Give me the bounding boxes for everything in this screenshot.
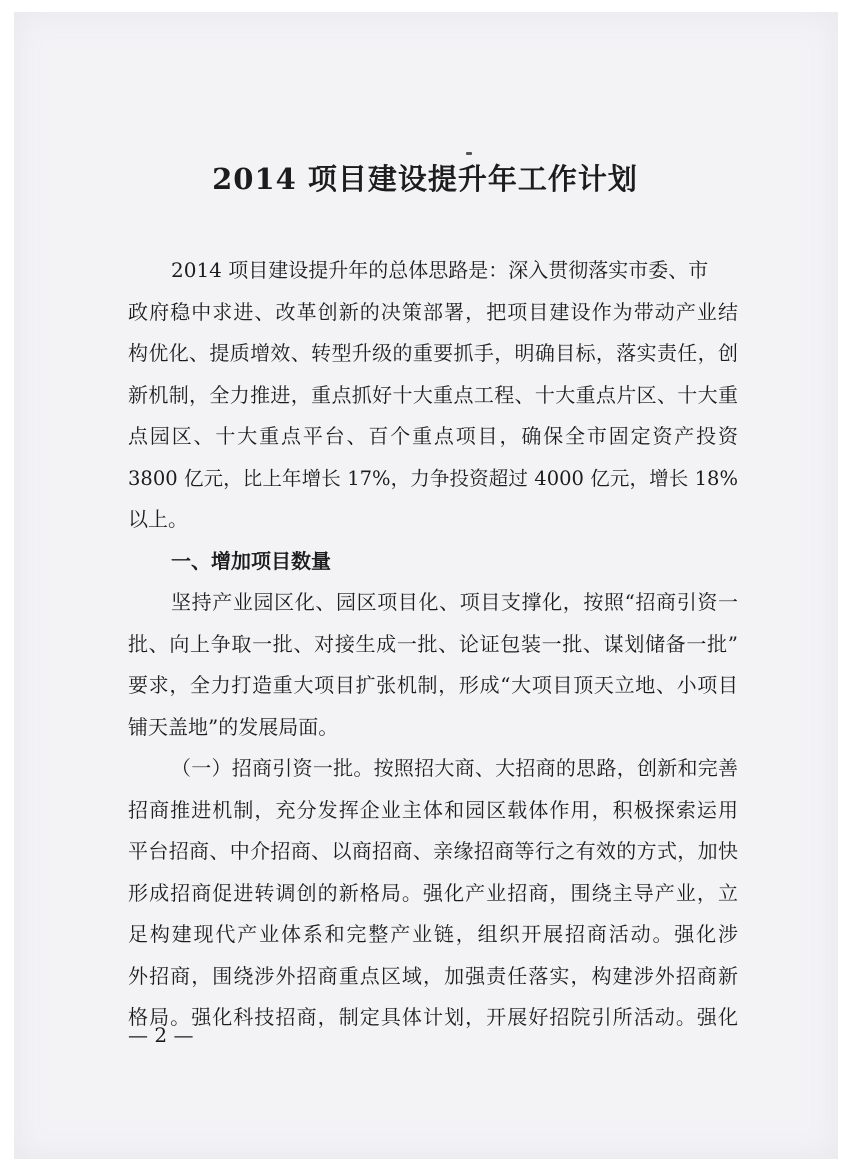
text-line: 点园区、十大重点平台、百个重点项目，确保全市固定资产投资 [128, 424, 738, 448]
document-title: 2014 项目建设提升年工作计划 [212, 162, 638, 196]
subsection-line: （一）招商引资一批。按照招大商、大招商的思路，创新和完善 [171, 756, 738, 780]
text-line: 格局。强化科技招商，制定具体计划，开展好招院引所活动。强化 [128, 1005, 738, 1029]
page-number: — 2 — [128, 1023, 194, 1047]
text-line: 以上。 [128, 507, 188, 531]
text-line: 平台招商、中介招商、以商招商、亲缘招商等行之有效的方式，加快 [128, 839, 738, 863]
text-line: 批、向上争取一批、对接生成一批、论证包装一批、谋划储备一批” [128, 631, 738, 656]
text-line: 形成招商促进转调创的新格局。强化产业招商，围绕主导产业，立 [128, 880, 738, 905]
text-line: 2014 项目建设提升年的总体思路是：深入贯彻落实市委、市 [171, 258, 709, 282]
text-line: 新机制，全力推进，重点抓好十大重点工程、十大重点片区、十大重 [128, 382, 738, 407]
text-line: 3800 亿元，比上年增长 17%，力争投资超过 4000 亿元，增长 18% [128, 466, 738, 490]
text-line: 铺天盖地”的发展局面。 [128, 714, 339, 739]
document-body [128, 250, 738, 1039]
text-line: 构优化、提质增效、转型升级的重要抓手，明确目标，落实责任，创 [128, 341, 738, 365]
text-line: 要求，全力打造重大项目扩张机制，形成“大项目顶天立地、小项目 [128, 673, 738, 697]
text-line: 坚持产业园区化、园区项目化、项目支撑化，按照“招商引资一 [171, 590, 738, 614]
text-line: 足构建现代产业体系和完整产业链，组织开展招商活动。强化涉 [128, 922, 738, 946]
text-line: 招商推进机制，充分发挥企业主体和园区载体作用，积极探索运用 [128, 797, 738, 822]
text-line: 外招商，围绕涉外招商重点区域，加强责任落实，构建涉外招商新 [128, 963, 738, 988]
text-line: 政府稳中求进、改革创新的决策部署，把项目建设作为带动产业结 [128, 299, 738, 324]
scan-speck [466, 152, 472, 155]
section-heading: 一、增加项目数量 [171, 548, 331, 573]
